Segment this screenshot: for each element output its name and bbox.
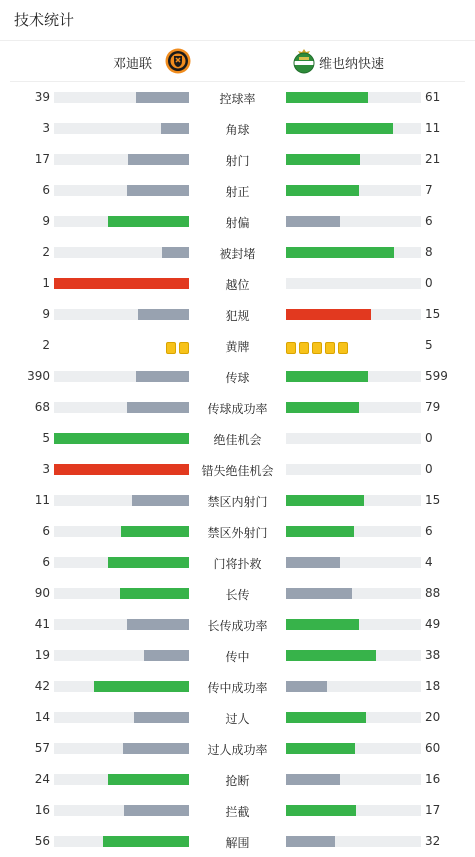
home-bar-track <box>54 464 189 475</box>
home-bar <box>103 836 189 847</box>
stats-list <box>0 82 475 857</box>
stat-label: 门将扑救 <box>213 557 262 571</box>
home-bar-track <box>54 836 189 847</box>
home-bar-track <box>54 619 189 630</box>
away-yellow-cards <box>286 339 351 358</box>
home-value: 68 <box>34 400 50 414</box>
stat-row <box>0 175 475 206</box>
away-value: 8 <box>425 245 433 259</box>
away-bar <box>286 371 368 382</box>
home-bar <box>108 557 189 568</box>
away-value: 32 <box>425 834 441 848</box>
yellow-card-icon <box>166 342 176 354</box>
home-bar-track <box>54 743 189 754</box>
away-value: 88 <box>425 586 441 600</box>
away-bar <box>286 836 335 847</box>
yellow-card-icon <box>286 342 296 354</box>
home-bar <box>144 650 189 661</box>
stat-row <box>0 423 475 454</box>
stat-row <box>0 268 475 299</box>
stat-label: 射门 <box>225 154 250 168</box>
away-bar <box>286 743 355 754</box>
away-value: 0 <box>425 462 433 476</box>
stat-row <box>0 826 475 857</box>
home-value: 19 <box>34 648 50 662</box>
away-bar-track <box>286 433 421 444</box>
home-value: 1 <box>42 276 50 290</box>
stat-label: 角球 <box>225 123 250 137</box>
stat-label: 长传 <box>225 588 250 602</box>
away-bar-track <box>286 495 421 506</box>
home-value: 90 <box>34 586 50 600</box>
home-bar <box>127 185 189 196</box>
stat-row <box>0 361 475 392</box>
stat-label: 长传成功率 <box>207 619 268 633</box>
away-bar-track <box>286 464 421 475</box>
away-bar <box>286 681 327 692</box>
away-value: 21 <box>425 152 441 166</box>
home-bar-track <box>54 216 189 227</box>
yellow-card-icon <box>338 342 348 354</box>
home-bar <box>136 371 189 382</box>
stat-row <box>0 144 475 175</box>
home-value: 14 <box>34 710 50 724</box>
away-bar <box>286 123 393 134</box>
away-bar <box>286 185 359 196</box>
stat-label: 传球 <box>225 371 250 385</box>
stat-row <box>0 113 475 144</box>
away-bar <box>286 309 371 320</box>
home-bar <box>54 278 189 289</box>
away-bar <box>286 402 359 413</box>
away-value: 599 <box>425 369 448 383</box>
stat-row <box>0 640 475 671</box>
home-bar-track <box>54 526 189 537</box>
home-bar-track <box>54 588 189 599</box>
away-bar-track <box>286 371 421 382</box>
home-value: 2 <box>42 245 50 259</box>
home-value: 39 <box>34 90 50 104</box>
home-bar <box>134 712 189 723</box>
home-bar-track <box>54 123 189 134</box>
home-bar <box>162 247 189 258</box>
home-bar-track <box>54 92 189 103</box>
home-team-logo-icon[interactable] <box>165 48 191 74</box>
stat-row <box>0 299 475 330</box>
home-bar <box>54 464 189 475</box>
home-bar <box>108 774 189 785</box>
stat-row <box>0 237 475 268</box>
away-bar-track <box>286 836 421 847</box>
home-bar-track <box>54 681 189 692</box>
stat-row <box>0 702 475 733</box>
away-bar-track <box>286 650 421 661</box>
stat-label: 被封堵 <box>219 247 256 261</box>
stat-label: 错失绝佳机会 <box>201 464 274 478</box>
away-bar-track <box>286 619 421 630</box>
away-value: 79 <box>425 400 441 414</box>
teams-header <box>10 41 465 82</box>
home-value: 11 <box>34 493 50 507</box>
away-bar <box>286 247 394 258</box>
stat-row <box>0 671 475 702</box>
stat-label: 绝佳机会 <box>213 433 262 447</box>
stat-row <box>0 485 475 516</box>
away-value: 7 <box>425 183 433 197</box>
home-value: 41 <box>34 617 50 631</box>
stat-label: 禁区内射门 <box>207 495 268 509</box>
stat-row <box>0 206 475 237</box>
stat-row <box>0 392 475 423</box>
stat-row <box>0 330 475 361</box>
home-value: 6 <box>42 183 50 197</box>
yellow-card-icon <box>312 342 322 354</box>
away-bar-track <box>286 92 421 103</box>
away-bar-track <box>286 588 421 599</box>
away-bar-track <box>286 557 421 568</box>
home-value: 3 <box>42 462 50 476</box>
home-value: 17 <box>34 152 50 166</box>
away-bar-track <box>286 123 421 134</box>
stat-label: 越位 <box>225 278 250 292</box>
home-value: 56 <box>34 834 50 848</box>
away-value: 15 <box>425 307 441 321</box>
stat-row <box>0 764 475 795</box>
stat-row <box>0 547 475 578</box>
away-bar-track <box>286 805 421 816</box>
away-bar <box>286 619 359 630</box>
away-bar-track <box>286 681 421 692</box>
page-title: 技术统计 <box>0 0 475 41</box>
stat-label: 抢断 <box>225 774 250 788</box>
stat-row <box>0 733 475 764</box>
home-bar <box>124 805 189 816</box>
home-value: 3 <box>42 121 50 135</box>
away-value: 16 <box>425 772 441 786</box>
home-value: 9 <box>42 307 50 321</box>
away-bar <box>286 557 340 568</box>
home-bar-track <box>54 650 189 661</box>
away-bar-track <box>286 216 421 227</box>
home-bar-track <box>54 805 189 816</box>
away-bar <box>286 588 352 599</box>
stat-label: 射正 <box>225 185 250 199</box>
home-bar <box>127 619 189 630</box>
stat-label: 拦截 <box>225 805 250 819</box>
home-value: 2 <box>42 338 50 352</box>
away-bar-track <box>286 185 421 196</box>
home-team-name[interactable]: 邓迪联 <box>112 57 152 72</box>
away-bar-track <box>286 743 421 754</box>
stat-label: 过人成功率 <box>207 743 268 757</box>
stat-label: 解围 <box>225 836 250 850</box>
home-value: 6 <box>42 555 50 569</box>
away-bar-track <box>286 712 421 723</box>
away-bar <box>286 92 368 103</box>
home-value: 24 <box>34 772 50 786</box>
stat-label: 控球率 <box>219 92 256 106</box>
away-value: 17 <box>425 803 441 817</box>
yellow-card-icon <box>299 342 309 354</box>
away-value: 20 <box>425 710 441 724</box>
away-bar <box>286 526 354 537</box>
home-value: 9 <box>42 214 50 228</box>
away-value: 6 <box>425 524 433 538</box>
stat-label: 射偏 <box>225 216 250 230</box>
away-value: 6 <box>425 214 433 228</box>
home-value: 390 <box>27 369 50 383</box>
home-bar-track <box>54 402 189 413</box>
away-value: 38 <box>425 648 441 662</box>
stat-label: 传中 <box>225 650 250 664</box>
home-value: 57 <box>34 741 50 755</box>
home-bar <box>108 216 189 227</box>
yellow-card-icon <box>179 342 189 354</box>
stat-row <box>0 609 475 640</box>
stat-row <box>0 82 475 113</box>
away-value: 18 <box>425 679 441 693</box>
home-bar <box>132 495 189 506</box>
away-value: 49 <box>425 617 441 631</box>
yellow-card-icon <box>325 342 335 354</box>
stat-row <box>0 795 475 826</box>
home-bar <box>54 433 189 444</box>
stat-label: 过人 <box>225 712 250 726</box>
away-bar <box>286 216 340 227</box>
away-value: 5 <box>425 338 433 352</box>
home-bar-track <box>54 154 189 165</box>
stat-label: 禁区外射门 <box>207 526 268 540</box>
home-bar <box>120 588 189 599</box>
home-bar-track <box>54 371 189 382</box>
away-bar <box>286 805 356 816</box>
away-value: 0 <box>425 276 433 290</box>
away-bar <box>286 774 340 785</box>
away-value: 61 <box>425 90 441 104</box>
stat-label: 犯规 <box>225 309 250 323</box>
home-yellow-cards <box>163 339 189 358</box>
away-bar <box>286 712 366 723</box>
home-value: 42 <box>34 679 50 693</box>
stat-label: 传中成功率 <box>207 681 268 695</box>
stat-label: 传球成功率 <box>207 402 268 416</box>
stat-row <box>0 454 475 485</box>
home-bar-track <box>54 712 189 723</box>
home-bar-track <box>54 774 189 785</box>
away-bar-track <box>286 247 421 258</box>
home-value: 16 <box>34 803 50 817</box>
home-bar-track <box>54 247 189 258</box>
away-bar <box>286 650 376 661</box>
away-value: 60 <box>425 741 441 755</box>
home-bar <box>138 309 189 320</box>
away-bar-track <box>286 278 421 289</box>
home-bar-track <box>54 433 189 444</box>
away-team-name[interactable]: 维也纳快速 <box>319 57 385 72</box>
away-value: 0 <box>425 431 433 445</box>
home-bar <box>128 154 189 165</box>
away-team-logo-icon[interactable] <box>292 48 316 74</box>
away-bar <box>286 154 360 165</box>
home-bar <box>127 402 189 413</box>
home-bar <box>161 123 189 134</box>
away-bar-track <box>286 154 421 165</box>
away-value: 15 <box>425 493 441 507</box>
away-bar-track <box>286 402 421 413</box>
home-bar <box>94 681 189 692</box>
stat-row <box>0 516 475 547</box>
away-bar <box>286 495 364 506</box>
home-bar-track <box>54 557 189 568</box>
home-bar-track <box>54 278 189 289</box>
home-value: 5 <box>42 431 50 445</box>
away-bar-track <box>286 774 421 785</box>
stat-row <box>0 578 475 609</box>
home-value: 6 <box>42 524 50 538</box>
home-bar <box>136 92 189 103</box>
home-bar-track <box>54 185 189 196</box>
home-bar-track <box>54 309 189 320</box>
away-bar-track <box>286 526 421 537</box>
away-value: 4 <box>425 555 433 569</box>
away-value: 11 <box>425 121 441 135</box>
home-bar <box>123 743 189 754</box>
away-bar-track <box>286 309 421 320</box>
home-bar-track <box>54 495 189 506</box>
home-bar <box>121 526 189 537</box>
stat-label: 黄牌 <box>225 340 250 354</box>
